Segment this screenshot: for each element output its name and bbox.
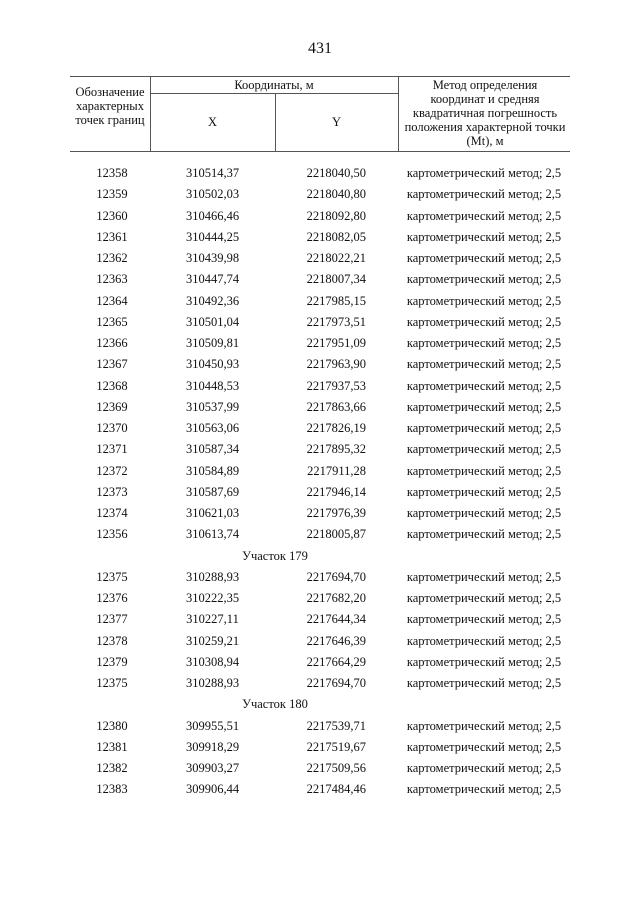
header-top-rule <box>70 76 570 77</box>
table-body <box>0 163 640 801</box>
header-divider-3 <box>398 76 399 151</box>
table-row <box>0 631 640 652</box>
section-title: Участок 179 <box>242 548 308 563</box>
table-row <box>0 376 640 397</box>
y-coord-cell: 2217826,19 <box>306 421 366 435</box>
point-id-cell: 12380 <box>96 718 128 733</box>
method-cell: картометрический метод; 2,5 <box>406 187 562 202</box>
method-cell: картометрический метод; 2,5 <box>406 782 562 797</box>
method-cell: картометрический метод; 2,5 <box>406 527 562 542</box>
method-cell: картометрический метод; 2,5 <box>406 357 562 372</box>
header-bottom-rule <box>70 151 570 152</box>
method-cell: картометрический метод; 2,5 <box>406 336 562 350</box>
method-cell: картометрический метод; 2,5 <box>406 272 562 287</box>
header-y-label: Y <box>331 115 342 129</box>
table-row <box>0 503 640 524</box>
table-row <box>0 652 640 673</box>
method-cell: картометрический метод; 2,5 <box>406 506 562 520</box>
y-coord-cell: 2217951,09 <box>306 336 366 350</box>
point-id-cell: 12364 <box>96 293 128 308</box>
table-row <box>0 461 640 482</box>
table-row <box>0 779 640 800</box>
table-row <box>0 567 640 588</box>
y-coord-cell: 2217646,39 <box>306 633 366 648</box>
method-cell: картометрический метод; 2,5 <box>406 612 562 627</box>
table-row <box>0 248 640 269</box>
section-row <box>0 546 640 567</box>
y-coord-cell: 2218040,80 <box>306 187 366 202</box>
method-cell: картометрический метод; 2,5 <box>406 569 562 584</box>
method-cell: картометрический метод; 2,5 <box>406 591 562 605</box>
x-coord-cell: 310466,46 <box>185 208 240 223</box>
point-id-cell: 12367 <box>96 357 128 372</box>
y-coord-cell: 2217937,53 <box>306 378 366 393</box>
table-row <box>0 227 640 248</box>
x-coord-cell: 310587,34 <box>185 442 240 457</box>
table-row <box>0 524 640 545</box>
header-method-label: Метод определения координат и средняя квадратичная погрешность положения характерной точки (Mt), м <box>404 78 566 148</box>
table-row <box>0 163 640 184</box>
method-cell: картометрический метод; 2,5 <box>406 633 562 648</box>
table-row <box>0 482 640 503</box>
point-id-cell: 12358 <box>96 166 128 180</box>
method-cell: картометрический метод; 2,5 <box>406 484 562 499</box>
section-title: Участок 180 <box>242 697 308 712</box>
y-coord-cell: 2217976,39 <box>306 506 366 520</box>
coords-sub-rule <box>150 93 398 94</box>
table-row <box>0 184 640 205</box>
x-coord-cell: 309906,44 <box>185 782 240 797</box>
point-id-cell: 12383 <box>96 782 128 797</box>
x-coord-cell: 310502,03 <box>185 187 240 202</box>
x-coord-cell: 310621,03 <box>185 506 240 520</box>
y-coord-cell: 2217963,90 <box>306 357 366 372</box>
section-row <box>0 694 640 715</box>
table-row <box>0 673 640 694</box>
table-row <box>0 716 640 737</box>
y-coord-cell: 2217519,67 <box>306 739 366 754</box>
y-coord-cell: 2218092,80 <box>306 208 366 223</box>
point-id-cell: 12382 <box>96 761 128 775</box>
x-coord-cell: 310509,81 <box>185 336 240 350</box>
y-coord-cell: 2217694,70 <box>306 676 366 690</box>
point-id-cell: 12369 <box>96 399 128 414</box>
x-coord-cell: 310613,74 <box>185 527 240 542</box>
x-coord-cell: 310308,94 <box>185 654 240 669</box>
y-coord-cell: 2217973,51 <box>306 314 366 329</box>
method-cell: картометрический метод; 2,5 <box>406 293 562 308</box>
point-id-cell: 12377 <box>96 612 128 627</box>
point-id-cell: 12376 <box>96 591 128 605</box>
y-coord-cell: 2217484,46 <box>306 782 366 797</box>
method-cell: картометрический метод; 2,5 <box>406 654 562 669</box>
y-coord-cell: 2217539,71 <box>306 718 366 733</box>
method-cell: картометрический метод; 2,5 <box>406 399 562 414</box>
point-id-cell: 12370 <box>96 421 128 435</box>
y-coord-cell: 2217664,29 <box>306 654 366 669</box>
method-cell: картометрический метод; 2,5 <box>406 761 562 775</box>
y-coord-cell: 2217863,66 <box>306 399 366 414</box>
x-coord-cell: 310563,06 <box>185 421 240 435</box>
page-number: 431 <box>308 40 332 57</box>
method-cell: картометрический метод; 2,5 <box>406 718 562 733</box>
y-coord-cell: 2218082,05 <box>306 229 366 244</box>
x-coord-cell: 310537,99 <box>185 399 240 414</box>
point-id-cell: 12371 <box>96 442 128 457</box>
point-id-cell: 12379 <box>96 654 128 669</box>
x-coord-cell: 310447,74 <box>185 272 240 287</box>
table-row <box>0 439 640 460</box>
table-row <box>0 397 640 418</box>
method-cell: картометрический метод; 2,5 <box>406 442 562 457</box>
x-coord-cell: 310450,93 <box>185 357 240 372</box>
y-coord-cell: 2218005,87 <box>306 527 366 542</box>
point-id-cell: 12368 <box>96 378 128 393</box>
point-id-cell: 12381 <box>96 739 128 754</box>
table-row <box>0 269 640 290</box>
x-coord-cell: 309955,51 <box>185 718 240 733</box>
table-row <box>0 312 640 333</box>
x-coord-cell: 310259,21 <box>185 633 240 648</box>
y-coord-cell: 2217946,14 <box>306 484 366 499</box>
method-cell: картометрический метод; 2,5 <box>406 229 562 244</box>
method-cell: картометрический метод; 2,5 <box>406 676 562 690</box>
x-coord-cell: 309903,27 <box>185 761 240 775</box>
point-id-cell: 12361 <box>96 229 128 244</box>
y-coord-cell: 2217644,34 <box>306 612 366 627</box>
point-id-cell: 12375 <box>96 569 128 584</box>
table-row <box>0 206 640 227</box>
point-id-cell: 12378 <box>96 633 128 648</box>
table-row <box>0 291 640 312</box>
x-coord-cell: 310288,93 <box>185 569 240 584</box>
point-id-cell: 12359 <box>96 187 128 202</box>
point-id-cell: 12373 <box>96 484 128 499</box>
point-id-cell: 12365 <box>96 314 128 329</box>
table-row <box>0 333 640 354</box>
method-cell: картометрический метод; 2,5 <box>406 314 562 329</box>
y-coord-cell: 2217895,32 <box>306 442 366 457</box>
y-coord-cell: 2217911,28 <box>307 463 366 478</box>
table-row <box>0 588 640 609</box>
method-cell: картометрический метод; 2,5 <box>406 739 562 754</box>
method-cell: картометрический метод; 2,5 <box>406 166 562 180</box>
point-id-cell: 12363 <box>96 272 128 287</box>
point-id-cell: 12372 <box>96 463 128 478</box>
table-row <box>0 737 640 758</box>
x-coord-cell: 310288,93 <box>185 676 240 690</box>
y-coord-cell: 2218007,34 <box>306 272 366 287</box>
x-coord-cell: 310227,11 <box>186 612 239 627</box>
x-coord-cell: 310501,04 <box>185 314 240 329</box>
point-id-cell: 12360 <box>96 208 128 223</box>
y-coord-cell: 2217682,20 <box>306 591 366 605</box>
table-row <box>0 609 640 630</box>
method-cell: картометрический метод; 2,5 <box>406 208 562 223</box>
point-id-cell: 12362 <box>96 251 128 265</box>
point-id-cell: 12374 <box>96 506 128 520</box>
table-row <box>0 758 640 779</box>
x-coord-cell: 310448,53 <box>185 378 240 393</box>
method-cell: картометрический метод; 2,5 <box>406 378 562 393</box>
y-coord-cell: 2218040,50 <box>306 166 366 180</box>
point-id-cell: 12366 <box>96 336 128 350</box>
x-coord-cell: 310514,37 <box>185 166 240 180</box>
header-point-label: Обозначение характерных точек границ <box>75 85 145 127</box>
x-coord-cell: 310587,69 <box>185 484 240 499</box>
x-coord-cell: 310584,89 <box>185 463 240 478</box>
point-id-cell: 12375 <box>96 676 128 690</box>
y-coord-cell: 2217509,56 <box>306 761 366 775</box>
x-coord-cell: 310222,35 <box>185 591 240 605</box>
header-x-label: X <box>207 115 218 129</box>
y-coord-cell: 2217694,70 <box>306 569 366 584</box>
table-row <box>0 418 640 439</box>
x-coord-cell: 310492,36 <box>185 293 240 308</box>
point-id-cell: 12356 <box>96 527 128 542</box>
y-coord-cell: 2217985,15 <box>306 293 366 308</box>
x-coord-cell: 310444,25 <box>185 229 240 244</box>
x-coord-cell: 310439,98 <box>185 251 240 265</box>
y-coord-cell: 2218022,21 <box>306 251 366 265</box>
table-row <box>0 354 640 375</box>
method-cell: картометрический метод; 2,5 <box>406 251 562 265</box>
method-cell: картометрический метод; 2,5 <box>406 463 562 478</box>
method-cell: картометрический метод; 2,5 <box>406 421 562 435</box>
header-coords-label: Координаты, м <box>234 78 314 92</box>
x-coord-cell: 309918,29 <box>185 739 240 754</box>
